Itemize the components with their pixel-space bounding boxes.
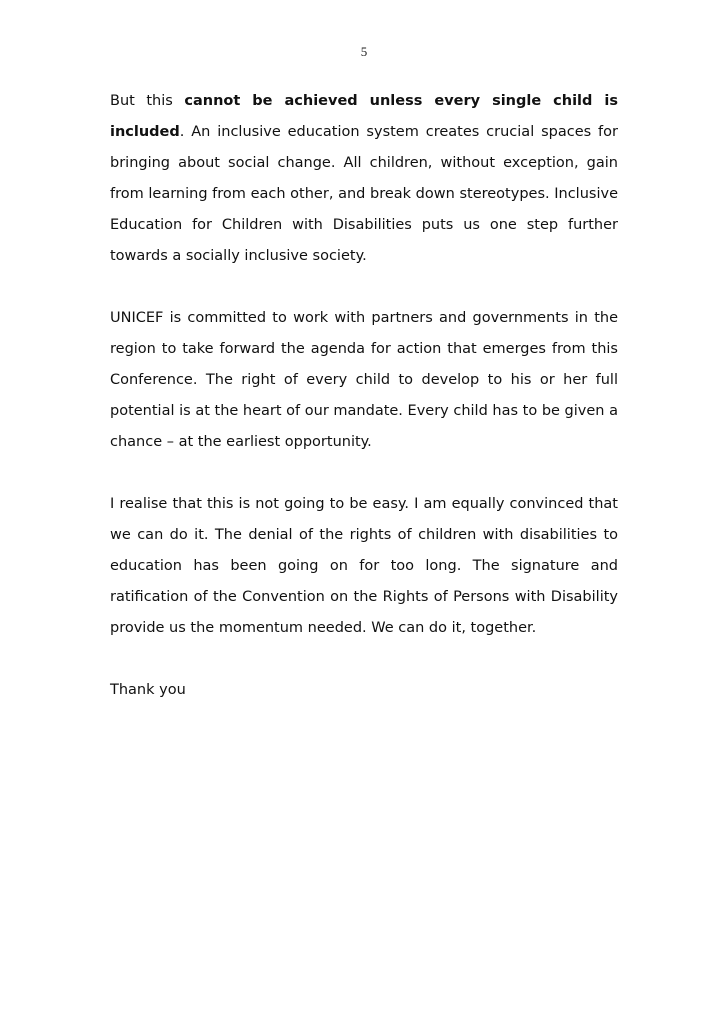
paragraph-inclusion [110,86,618,272]
document-body [110,86,618,706]
paragraph-conviction: I realise that this is not going to be easy. I am equally convinced that we can do it. The denial of the rights of children with disabilities to education has been going on for too long. The signature and ratification of the Convention on the Rights of Persons with Disability provide us the momentum needed. We can do it, together. [110,496,618,636]
paragraph-inclusion-rest: . An inclusive education system creates crucial spaces for bringing about social change. All children, without exception, gain from learning from each other, and break down stereotypes. Inclusive Education for Children with Disabilities puts us one step further towards a socially inclusive society. [110,124,618,264]
paragraph-inclusion-lead: But this [110,93,185,109]
closing-thank-you: Thank you [110,682,186,698]
page-number: 5 [360,44,368,59]
paragraph-unicef-commitment: UNICEF is committed to work with partners and governments in the region to take forward the agenda for action that emerges from this Conference. The right of every child to develop to his or her full potential is at the heart of our mandate. Every child has to be given a chance – at the earliest opportunity. [110,310,618,450]
emphasis-every-child-included: cannot be achieved unless every single child is included [110,93,618,140]
